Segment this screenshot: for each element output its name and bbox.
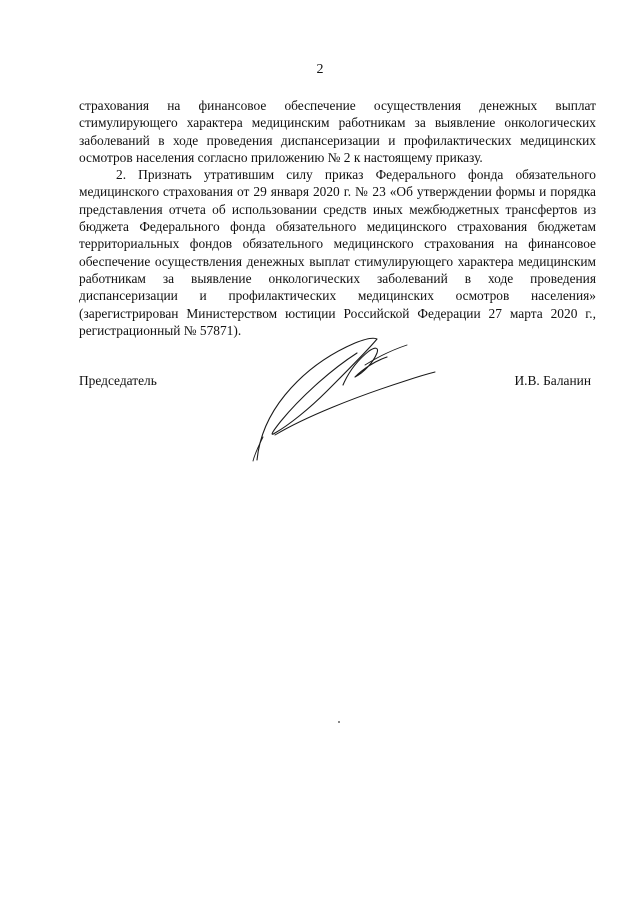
signature-main-loop bbox=[257, 338, 377, 460]
signer-title: Председатель bbox=[79, 373, 157, 388]
document-body bbox=[79, 97, 596, 339]
scan-speck bbox=[338, 721, 340, 723]
signature-long-tail bbox=[275, 372, 435, 435]
paragraph-item-2: 2. Признать утратившим силу приказ Федерального фонда обязательного медицинского страхования от 29 января 2020 г. № 23 «Об утверждении формы и порядка представления отчета об использовании средств иных межбюджетных трансфертов из бюджета Федерального фонда обязательного медицинского страхования бюджетам территориальных фондов обязательного медицинского страхования на финансовое обеспечение осуществления денежных выплат стимулирующего характера медицинским работникам за выявление онкологических заболеваний в ходе проведения диспансеризации и профилактических медицинских осмотров населения» (зарегистрирован Министерством юстиции Российской Федерации 27 марта 2020 г., регистрационный № 57871). bbox=[79, 167, 596, 338]
page-number: 2 bbox=[316, 62, 324, 77]
signer-name: И.В. Баланин bbox=[514, 373, 591, 388]
signature-upper-stroke bbox=[343, 348, 387, 385]
paragraph-continuation: страхования на финансовое обеспечение осуществления денежных выплат стимулирующего характера медицинским работникам за выявление онкологических заболеваний в ходе проведения диспансеризации и профилактических медицинских осмотров населения согласно приложению № 2 к настоящему приказу. bbox=[79, 98, 596, 165]
handwritten-signature bbox=[245, 325, 445, 465]
signature-descender bbox=[253, 437, 263, 461]
